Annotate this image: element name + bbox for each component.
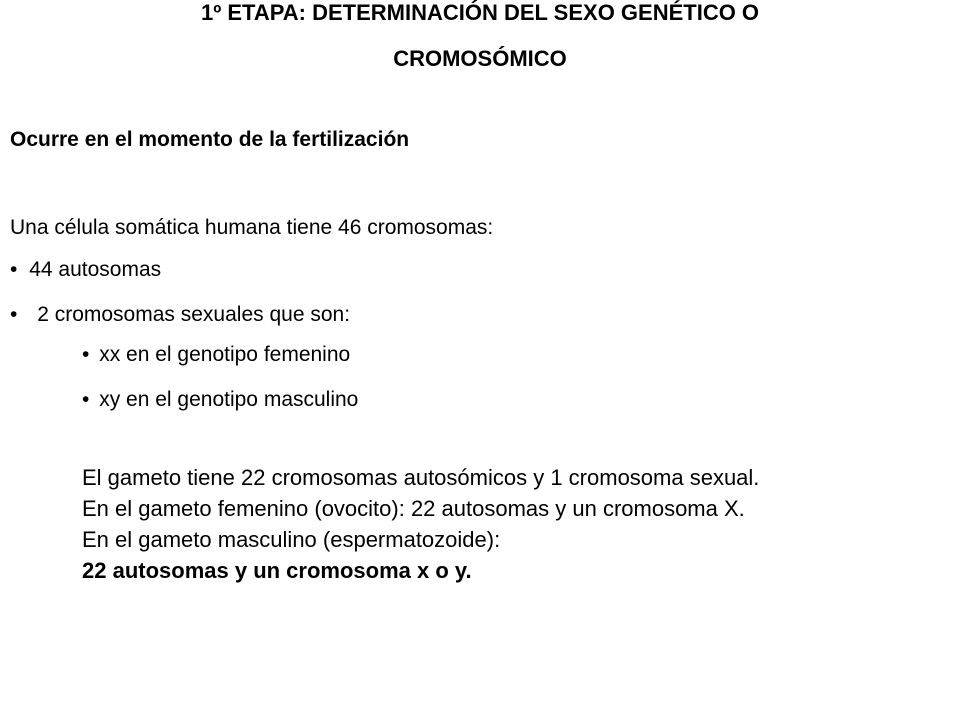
slide-title-line-1: 1º ETAPA: DETERMINACIÓN DEL SEXO GENÉTICO O: [200, 0, 760, 25]
bullet-item-cromosomas-sexuales: [10, 303, 350, 327]
bullet-marker: •: [10, 258, 18, 281]
paragraph-gameto-masculino-bold: 22 autosomas y un cromosoma x o y.: [82, 558, 472, 583]
gameto-paragraphs: [82, 462, 912, 586]
slide-title: [40, 0, 920, 82]
sub-bullet-text: xy en el genotipo masculino: [99, 388, 359, 411]
bullet-marker: •: [10, 303, 18, 326]
paragraph-gameto-masculino: En el gameto masculino (espermatozoide):: [82, 527, 501, 552]
bullet-text: 2 cromosomas sexuales que son:: [37, 303, 351, 326]
paragraph-gameto-femenino: En el gameto femenino (ovocito): 22 autosomas y un cromosoma X.: [82, 496, 745, 521]
bullet-marker: •: [82, 343, 90, 366]
bullet-text: 44 autosomas: [29, 258, 162, 281]
sub-bullet-item-femenino: [82, 343, 350, 367]
slide-title-line-2: CROMOSÓMICO: [393, 46, 567, 71]
subtitle: Ocurre en el momento de la fertilización: [10, 128, 410, 151]
bullet-item-autosomas: [10, 258, 161, 282]
sub-bullet-text: xx en el genotipo femenino: [99, 343, 351, 366]
bullet-marker: •: [82, 388, 90, 411]
paragraph-gameto: El gameto tiene 22 cromosomas autosómicos y 1 cromosoma sexual.: [82, 465, 760, 490]
intro-text: Una célula somática humana tiene 46 cromosomas:: [10, 216, 494, 239]
sub-bullet-item-masculino: [82, 388, 358, 412]
